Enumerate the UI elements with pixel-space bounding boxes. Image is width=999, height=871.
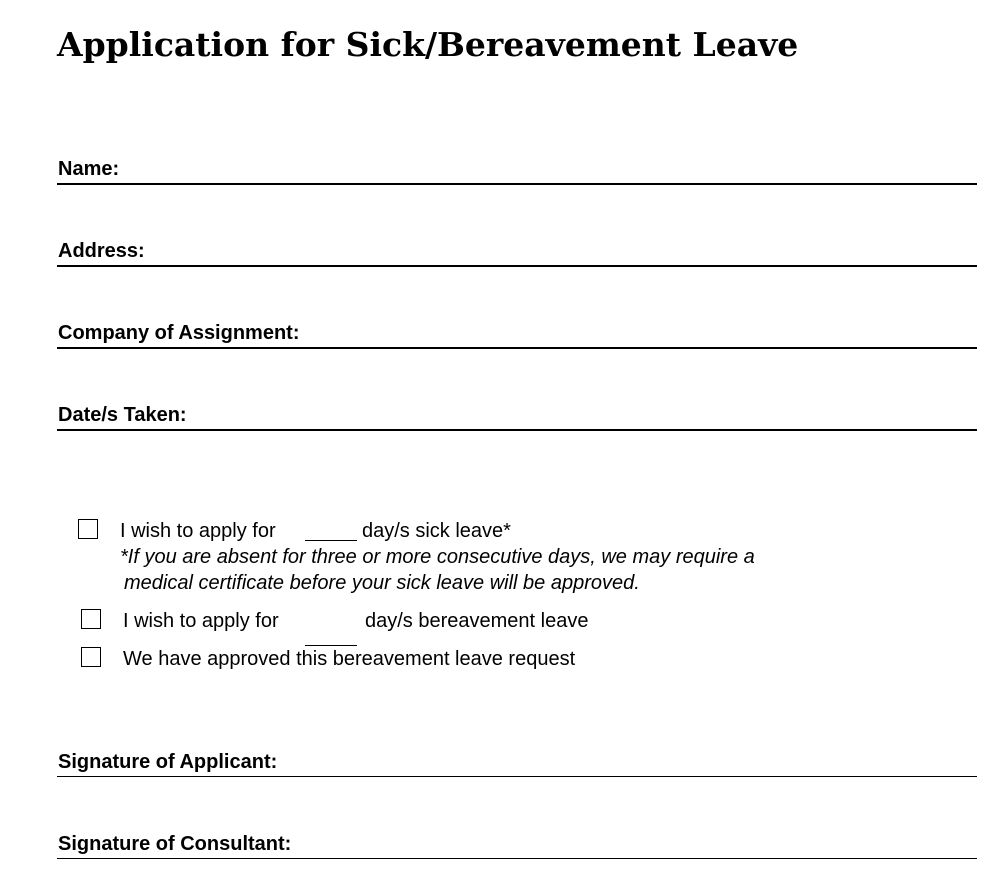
- company-field[interactable]: [57, 317, 977, 349]
- company-label: Company of Assignment:: [58, 322, 300, 344]
- name-label: Name:: [58, 158, 120, 180]
- approved-checkbox[interactable]: [81, 647, 101, 667]
- consultant-signature-field[interactable]: [57, 828, 977, 859]
- sick-leave-suffix: day/s sick leave*: [362, 520, 511, 542]
- sick-days-blank[interactable]: [305, 540, 357, 541]
- consultant-signature-label: Signature of Consultant:: [58, 833, 292, 855]
- sick-leave-note-line1: *If you are absent for three or more consecutive days, we may require a: [120, 546, 755, 568]
- address-label: Address:: [58, 240, 145, 262]
- form-title: Application for Sick/Bereavement Leave: [57, 25, 799, 64]
- sick-leave-note-line2: medical certificate before your sick leave will be approved.: [124, 572, 640, 594]
- sick-leave-prefix: I wish to apply for: [120, 520, 276, 542]
- approved-text: We have approved this bereavement leave request: [123, 648, 576, 670]
- applicant-signature-field[interactable]: [57, 746, 977, 777]
- applicant-signature-label: Signature of Applicant:: [58, 751, 278, 773]
- name-field[interactable]: [57, 153, 977, 185]
- dates-taken-label: Date/s Taken:: [58, 404, 187, 426]
- dates-taken-field[interactable]: [57, 399, 977, 431]
- bereavement-leave-prefix: I wish to apply for: [123, 610, 279, 632]
- bereavement-leave-checkbox[interactable]: [81, 609, 101, 629]
- address-field[interactable]: [57, 235, 977, 267]
- sick-leave-checkbox[interactable]: [78, 519, 98, 539]
- bereavement-leave-suffix: day/s bereavement leave: [365, 610, 589, 632]
